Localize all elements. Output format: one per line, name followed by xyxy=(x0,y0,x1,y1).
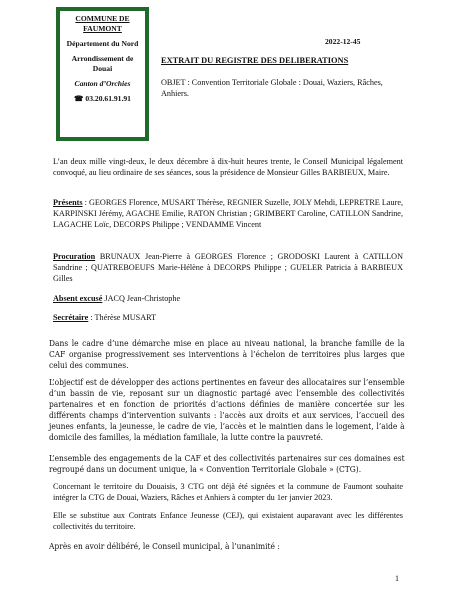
document-date: 2022-12-45 xyxy=(325,37,361,46)
presents-label: Présents xyxy=(53,198,83,207)
commune-header-box xyxy=(56,7,149,141)
commune-name: COMMUNE DE FAUMONT xyxy=(75,14,130,34)
paragraph-cej: Elle se substitue aux Contrats Enfance Jeunesse (CEJ), qui existaient auparavant avec les différentes collectivités du territoire. xyxy=(53,511,403,531)
procuration-label: Procuration xyxy=(53,252,96,261)
canton: Canton d’Orchies xyxy=(74,79,131,89)
session-intro: L’an deux mille vingt-deux, le deux décembre à dix-huit heures trente, le Conseil Municipal légalement convoqué, au lieu ordinaire de ses séances, sous la présidence de Monsieur Gilles BARBIEUX, Maire. xyxy=(53,157,403,177)
arrondissement: Arrondissement de Douai xyxy=(71,54,134,74)
procuration-text: BRUNAUX Jean-Pierre à GEORGES Florence ; GRODOSKI Laurent à CATILLON Sandrine ; QUATREBOEUFS Marie-Hélène à DECORPS Philippe ; GUELER Patricia à BARBIEUX Gilles xyxy=(53,252,403,283)
procuration-block xyxy=(53,252,403,284)
paragraph-ctg: L’ensemble des engagements de la CAF et des collectivités partenaires sur ces domaines est regroupé dans un document unique, la « Convention Territoriale Globale » (CTG). xyxy=(49,453,405,475)
absent-label: Absent excusé xyxy=(53,294,103,303)
absent-block xyxy=(53,294,403,305)
document-title: EXTRAIT DU REGISTRE DES DELIBERATIONS xyxy=(161,56,349,65)
paragraph-objective: L’objectif est de développer des actions pertinentes en faveur des allocataires sur l’ensemble d’un bassin de vie, reposant sur un diagnostic partagé avec l’ensemble des collectivités partenaires et en fonction de priorités d’actions définies de manière concertée sur les différents champs d’intervention suivants : l’accès aux droits et aux services, l’accueil des jeunes enfants, la jeunesse, le cadre de vie, l’accès et le maintien dans le logement, l’aide à domicile des familles, la médiation familiale, la lutte contre la pauvreté. xyxy=(49,377,405,443)
absent-text: JACQ Jean-Christophe xyxy=(102,294,181,303)
secretaire-text: : Thérèse MUSART xyxy=(88,313,157,322)
presents-block xyxy=(53,198,403,230)
objet-line: OBJET : Convention Territoriale Globale : Douai, Waziers, Râches, Anhiers. xyxy=(161,78,383,99)
page-number: 1 xyxy=(395,574,399,583)
departement: Département du Nord xyxy=(66,39,139,49)
paragraph-caf-context: Dans le cadre d’une démarche mise en place au niveau national, la branche famille de la CAF organise progressivement ses interventions à l’échelon de territoires plus larges que celui des communes. xyxy=(49,338,405,371)
paragraph-deliberation: Après en avoir délibéré, le Conseil municipal, à l’unanimité : xyxy=(49,541,280,551)
paragraph-douaisis: Concernant le territoire du Douaisis, 3 CTG ont déjà été signées et la commune de Faumont souhaite intégrer la CTG de Douai, Waziers, Râches et Anhiers à compter du 1er janvier 2023. xyxy=(53,482,403,502)
secretaire-block xyxy=(53,313,403,324)
secretaire-label: Secrétaire xyxy=(53,313,89,322)
phone-number: 03.20.61.91.91 xyxy=(85,94,131,104)
telephone-icon: ☎ xyxy=(74,94,84,104)
phone-line xyxy=(62,94,143,104)
presents-text: : GEORGES Florence, MUSART Thérèse, REGNIER Suzelle, JOLY Mehdi, LEPRETRE Laure, KARPINSKI Jérémy, AGACHE Emilie, RATON Christian ; GRIMBERT Caroline, CATILLON Sandrine, LAGACHE Loïc, DECORPS Philippe ; VENDAMME Vincent xyxy=(53,198,403,229)
